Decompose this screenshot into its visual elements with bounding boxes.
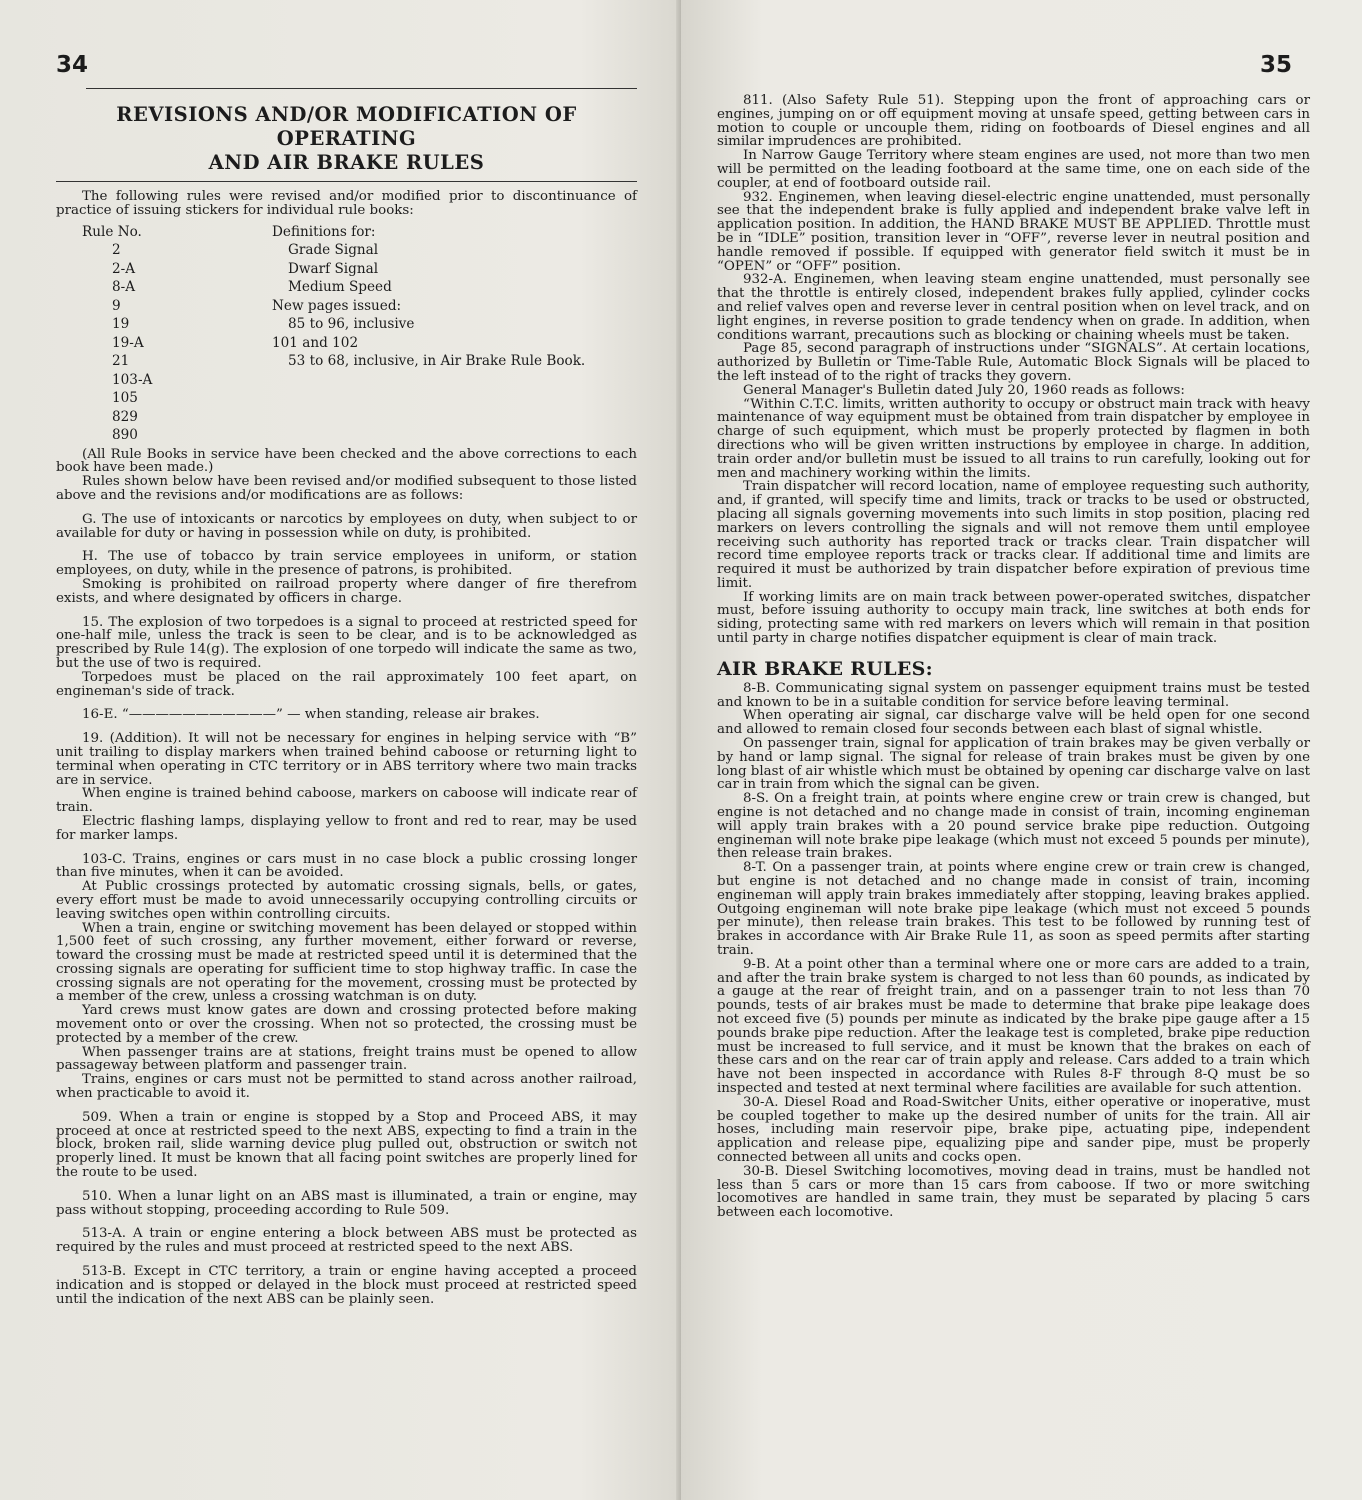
body-paragraph: When operating air signal, car discharge valve will be held open for one second and allowed to remain closed four seconds between each blast of signal whistle.	[717, 708, 1310, 738]
rule-16e-paragraph: 16-E. “———————————” — when standing, release air brakes.	[82, 707, 540, 723]
rule-513b-paragraph: 513-B. Except in CTC territory, a train or engine having accepted a proceed indication and is stopped or delayed in the block must proceed at restricted speed until the indication of the next ABS can be plainly seen.	[56, 1264, 637, 1307]
rule-number: 103-A	[112, 371, 153, 388]
rule-number: 829	[112, 408, 138, 425]
body-paragraph: Trains, engines or cars must not be permitted to stand across another railroad, when practicable to avoid it.	[56, 1072, 637, 1102]
rule-932-paragraph: 932. Enginemen, when leaving diesel-electric engine unattended, must personally see that the independent brake is fully applied and independent brake valve left in application position. In addition, the HAND BRAKE MUST BE APPLIED. Throttle must be in “IDLE” position, transition lever in “OFF”, reverse lever in neutral position and handle removed if possible. If equipped with generator field switch it must be in “OPEN” or “OFF” position.	[717, 189, 1310, 274]
table-row	[82, 279, 585, 298]
rule-no-header: Rule No.	[82, 223, 142, 240]
rule-932a-paragraph: 932-A. Enginemen, when leaving steam engine unattended, must personally see that the throttle is entirely closed, independent brakes fully applied, cylinder cocks and relief valves open and reverse lever in central position when on level track, and on light engines, in reverse position to grade tendency when on grade. In addition, when conditions warrant, precautions such as blocking or chaining wheels must be taken.	[717, 272, 1310, 343]
rule-509-paragraph: 509. When a train or engine is stopped by a Stop and Proceed ABS, it may proceed at once at restricted speed to the next ABS, expecting to find a train in the block, broken rail, slide warning device plug pulled out, obstruction or switch not properly lined. It must be known that all facing point switches are properly lined for the route to be used.	[56, 1109, 637, 1181]
body-paragraph: Page 85, second paragraph of instructions under “SIGNALS”. At certain locations, authorized by Bulletin or Time-Table Rule, Automatic Block Signals will be placed to the left instead of to the right of tracks they govern.	[717, 341, 1310, 384]
rule-definition: Medium Speed	[288, 279, 392, 296]
rule-9b-paragraph: 9-B. At a point other than a terminal where one or more cars are added to a train, and after the train brake system is charged to not less than 60 pounds, as indicated by a gauge at the rear of freight train, and on a passenger train to not less than 70 pounds, tests of air brakes must be made to determine that brake pipe leakage does not exceed five (5) pounds per minute as indicated by the brake pipe gauge after a 15 pounds brake pipe reduction. After the leakage test is completed, brake pipe reduction must be increased to full service, and it must be known that the brakes on each of these cars and on the rear car of train apply and release. Cars added to a train which have not been inspected in accordance with Rules 8-F through 8-Q must be so inspected and tested at next terminal where facilities are available for such attention.	[717, 956, 1310, 1096]
rule-510-paragraph: 510. When a lunar light on an ABS mast is illuminated, a train or engine, may pass without stopping, proceeding according to Rule 509.	[56, 1188, 637, 1218]
body-paragraph: When passenger trains are at stations, freight trains must be opened to allow passageway between platform and passenger train.	[56, 1044, 637, 1074]
right-page-body	[717, 94, 1310, 1220]
rule-definition: 85 to 96, inclusive	[288, 316, 415, 333]
table-row	[82, 298, 585, 317]
body-paragraph: When a train, engine or switching movement has been delayed or stopped within 1,500 feet of such crossing, any further movement, either forward or reverse, toward the crossing must be made at restricted speed until it is determined that the crossing signals are operating for sufficient time to stop highway traffic. In case the crossing signals are not operating for the movement, crossing must be protected by a member of the crew, unless a crossing watchman is on duty.	[56, 920, 637, 1005]
rule-number: 19-A	[112, 334, 144, 351]
rule-definition: New pages issued:	[272, 297, 402, 314]
page-number: 34	[56, 52, 89, 78]
rule-g-paragraph: G. The use of intoxicants or narcotics by employees on duty, when subject to or available for duty or having in possession while on duty, is prohibited.	[56, 511, 637, 541]
table-row	[82, 335, 585, 354]
rule-definition	[272, 409, 585, 428]
rule-definition	[272, 427, 585, 446]
air-brake-rules-heading: AIR BRAKE RULES:	[717, 657, 933, 680]
table-row	[82, 353, 585, 372]
body-paragraph: Electric flashing lamps, displaying yellow to front and red to rear, may be used for marker lamps.	[56, 813, 637, 843]
title-rule	[56, 181, 637, 182]
rule-8b-paragraph: 8-B. Communicating signal system on passenger equipment trains must be tested and known to be in a suitable condition for service before leaving terminal.	[717, 680, 1310, 710]
body-paragraph: When engine is trained behind caboose, markers on caboose will indicate rear of train.	[56, 786, 637, 816]
rule-h-paragraph: H. The use of tobacco by train service employees in uniform, or station employees, on duty, while in the presence of patrons, is prohibited.	[56, 549, 637, 579]
intro-paragraph: The following rules were revised and/or modified prior to discontinuance of practice of issuing stickers for individual rule books:	[56, 189, 637, 218]
rule-definition: 53 to 68, inclusive, in Air Brake Rule Book.	[288, 353, 586, 370]
rule-number: 2	[112, 242, 121, 259]
body-paragraph: If working limits are on main track between power-operated switches, dispatcher must, before issuing authority to occupy main track, line switches at both ends for siding, protecting same with red markers on levers which will remain in that position until party in charge notifies dispatcher equipment is clear of main track.	[717, 589, 1310, 647]
bulletin-paragraph: General Manager's Bulletin dated July 20, 1960 reads as follows:	[743, 382, 1185, 398]
body-paragraph: Train dispatcher will record location, name of employee requesting such authority, and, if granted, will specify time and limits, track or tracks to be used or obstructed, placing all signals governing movements into such limits in stop position, placing red markers on levers controlling the signals and will not remove them until employee receiving such authority has reported track or tracks clear. Train dispatcher will record time employee reports track or tracks clear. If additional time and limits are required it must be authorized by train dispatcher before expiration of previous time limit.	[717, 479, 1310, 591]
rule-number: 890	[112, 427, 138, 444]
table-row	[82, 409, 585, 428]
rule-103c-paragraph: 103-C. Trains, engines or cars must in no case block a public crossing longer than five minutes, when it can be avoided.	[56, 851, 637, 881]
rule-number: 9	[112, 297, 121, 314]
rule-number: 105	[112, 390, 138, 407]
rule-definition	[272, 372, 585, 391]
rule-definition: Dwarf Signal	[288, 260, 379, 277]
body-paragraph: Torpedoes must be placed on the rail approximately 100 feet apart, on engineman's side of track.	[56, 669, 637, 699]
rule-513a-paragraph: 513-A. A train or engine entering a block between ABS must be protected as required by the rules and must proceed at restricted speed to the next ABS.	[56, 1226, 637, 1256]
body-paragraph: In Narrow Gauge Territory where steam engines are used, not more than two men will be permitted on the leading footboard at the same time, one on each side of the coupler, at end of footboard outside rail.	[717, 148, 1310, 191]
title-line-1: REVISIONS AND/OR MODIFICATION OF OPERATING	[116, 103, 577, 150]
rule-15-paragraph: 15. The explosion of two torpedoes is a signal to proceed at restricted speed for one-half mile, unless the track is seen to be clear, and is to be acknowledged as prescribed by Rule 14(g). The explosion of one torpedo will indicate the same as two, but the use of two is required.	[56, 614, 637, 671]
rule-8s-paragraph: 8-S. On a freight train, at points where engine crew or train crew is changed, but engine is not detached and no change made in consist of train, incoming engineman will apply train brakes with a 20 pound service brake pipe reduction. Outgoing engineman will note brake pipe leakage (which must not exceed 5 pounds per minute), then release train brakes.	[717, 791, 1310, 862]
definitions-header: Definitions for:	[272, 223, 376, 240]
body-paragraph: Rules shown below have been revised and/or modified subsequent to those listed above and the revisions and/or modifications are as follows:	[56, 474, 637, 503]
rules-table	[82, 224, 585, 446]
rule-definition: 101 and 102	[272, 334, 359, 351]
body-paragraph: At Public crossings protected by automatic crossing signals, bells, or gates, every effort must be made to avoid unnecessarily occupying controlling circuits or leaving switches open within controlling circuits.	[56, 879, 637, 922]
rule-8t-paragraph: 8-T. On a passenger train, at points where engine crew or train crew is changed, but engine is not detached and no change made in consist of train, incoming engineman will apply train brakes immediately after stopping, leaving brakes applied. Outgoing engineman will note brake pipe leakage (which must not exceed 5 pounds per minute), then release train brakes. This test to be followed by running test of brakes in accordance with Air Brake Rule 11, as soon as speed permits after starting train.	[717, 860, 1310, 959]
body-paragraph: On passenger train, signal for application of train brakes may be given verbally or by hand or lamp signal. The signal for release of train brakes must be given by one long blast of air whistle which must be obtained by opening car discharge valve on last car in train from which the signal can be given.	[717, 736, 1310, 793]
rule-number: 21	[112, 353, 130, 370]
table-row	[82, 316, 585, 335]
body-paragraph: Smoking is prohibited on railroad property where danger of fire therefrom exists, and where designated by officers in charge.	[56, 576, 637, 606]
body-paragraph: “Within C.T.C. limits, written authority to occupy or obstruct main track with heavy maintenance of way equipment must be obtained from train dispatcher by employee in charge of such equipment, which must be properly protected by flagmen in both directions who will be given written instructions by employee in charge. In addition, train order and/or bulletin must be issued to all trains to run carefully, looking out for men and machinery working within the limits.	[717, 396, 1311, 481]
rule-30a-paragraph: 30-A. Diesel Road and Road-Switcher Units, either operative or inoperative, must be coupled together to make up the desired number of units for the train. All air hoses, including main reservoir pipe, brake pipe, actuating pipe, independent application and release pipe, equalizing pipe and sander pipe, must be properly connected between all units and cocks open.	[717, 1094, 1310, 1165]
rule-definition: Grade Signal	[288, 242, 379, 259]
rule-number: 8-A	[112, 279, 136, 296]
rule-30b-paragraph: 30-B. Diesel Switching locomotives, moving dead in trains, must be handled not less than 5 cars or more than 15 cars from caboose. If two or more switching locomotives are handled in same train, they must be separated by placing 5 cars between each locomotive.	[717, 1163, 1310, 1221]
page-title	[56, 103, 637, 175]
table-row	[82, 427, 585, 446]
body-paragraph: Yard crews must know gates are down and crossing protected before making movement onto or over the crossing. When not so protected, the crossing must be protected by a member of the crew.	[56, 1003, 637, 1046]
body-paragraph: (All Rule Books in service have been checked and the above corrections to each book have been made.)	[56, 446, 637, 476]
rule-number: 2-A	[112, 260, 136, 277]
table-row	[82, 261, 585, 280]
rule-811-paragraph: 811. (Also Safety Rule 51). Stepping upon the front of approaching cars or engines, jumping on or off equipment moving at unsafe speed, getting between cars in motion to couple or uncouple them, riding on footboards of Diesel engines and all similar imprudences are prohibited.	[717, 93, 1310, 150]
right-page	[681, 0, 1362, 1500]
rule-19-paragraph: 19. (Addition). It will not be necessary for engines in helping service with “B” unit trailing to display markers when trained behind caboose or returning light to terminal when operating in CTC territory or in ABS territory where two main tracks are in service.	[56, 731, 637, 788]
rule-definition	[272, 390, 585, 409]
table-row	[82, 390, 585, 409]
header-rule	[86, 88, 637, 89]
rule-number: 19	[112, 316, 130, 333]
page-number: 35	[1259, 52, 1292, 78]
table-header	[82, 224, 585, 243]
table-row	[82, 242, 585, 261]
title-line-2: AND AIR BRAKE RULES	[208, 151, 485, 174]
table-row	[82, 372, 585, 391]
